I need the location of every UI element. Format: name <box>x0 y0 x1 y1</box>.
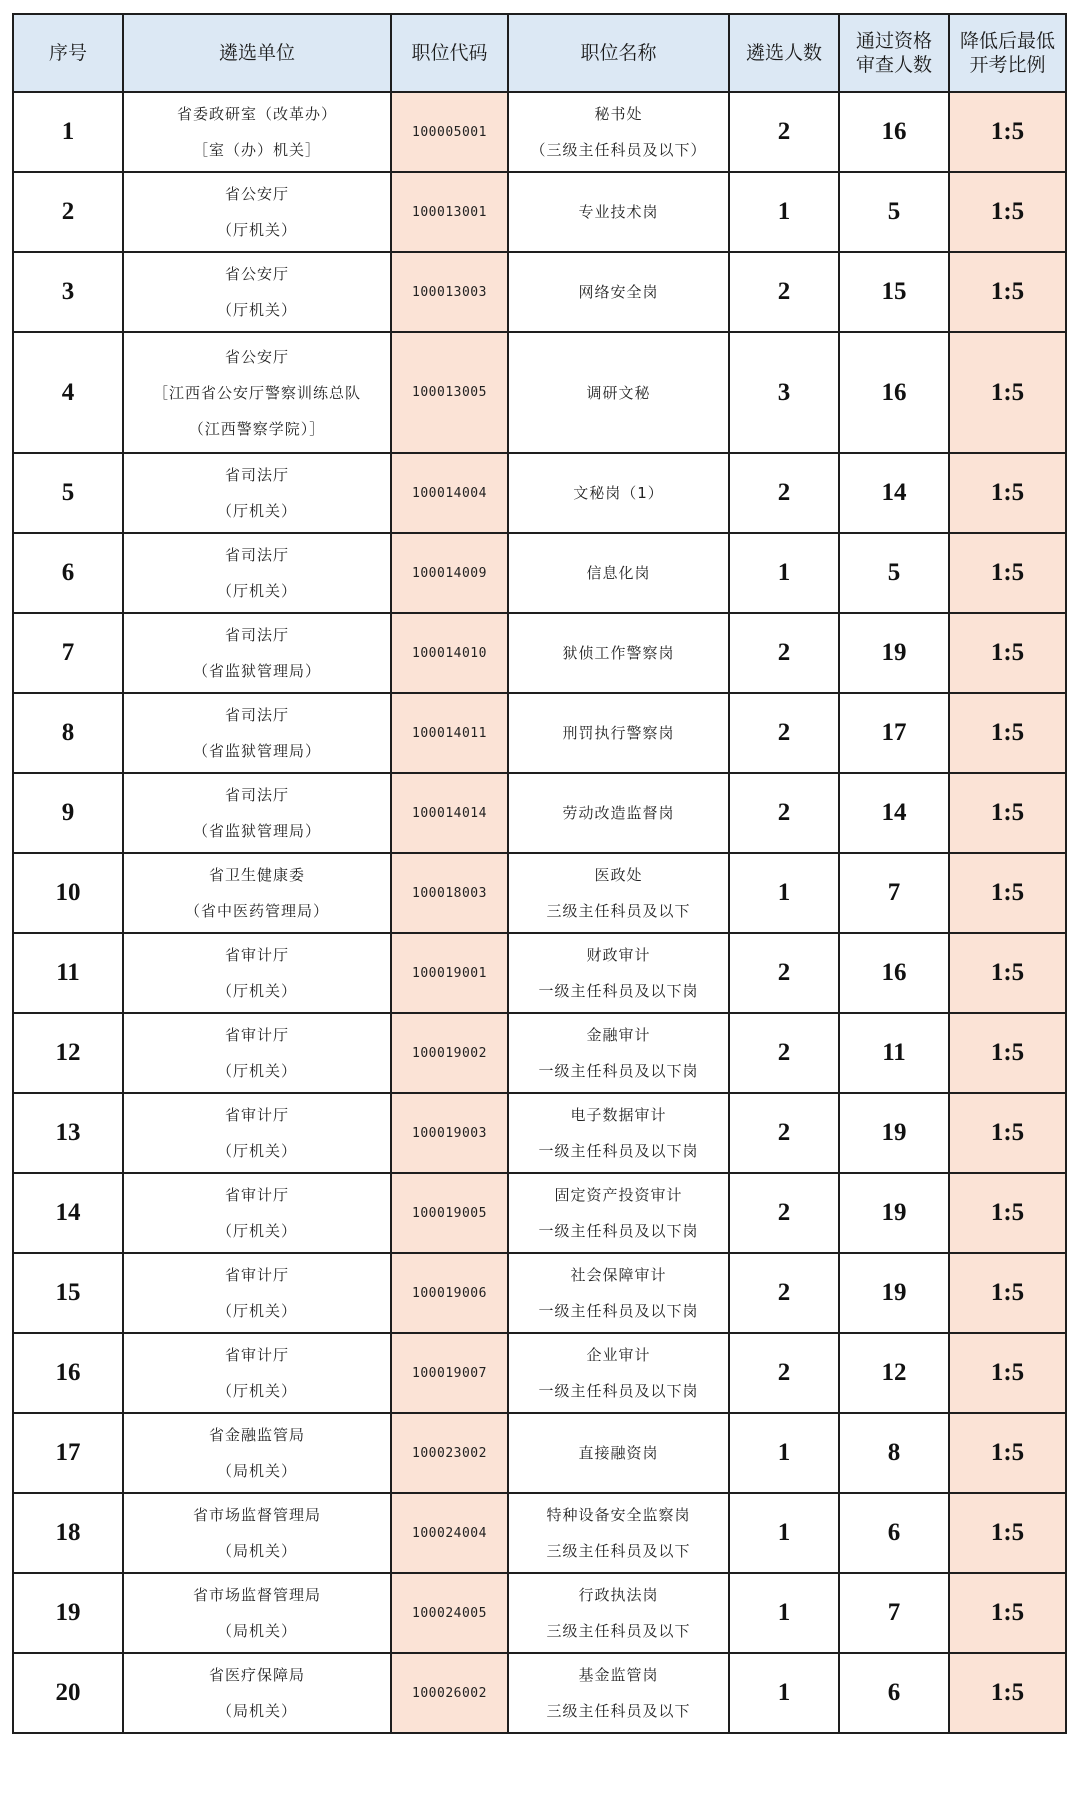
table-row <box>13 332 1066 453</box>
cell-position-name-line: 特种设备安全监察岗 <box>546 1506 691 1524</box>
cell-unit-line: （厅机关） <box>216 502 297 520</box>
cell-passed-review: 19 <box>839 1093 949 1173</box>
table-body <box>13 92 1066 1733</box>
cell-position-code: 100005001 <box>391 92 508 172</box>
cell-unit-line: （江西警察学院）］ <box>188 419 326 438</box>
table-row <box>13 1093 1066 1173</box>
cell-quota: 2 <box>729 252 839 332</box>
cell-min-ratio: 1:5 <box>949 853 1066 933</box>
cell-position-code: 100024004 <box>391 1493 508 1573</box>
cell-seq: 1 <box>13 92 123 172</box>
cell-unit <box>123 252 391 332</box>
header-passed-line2: 审查人数 <box>855 54 932 76</box>
cell-unit <box>123 773 391 853</box>
cell-passed-review: 17 <box>839 693 949 773</box>
cell-position-name-line: 固定资产投资审计 <box>554 1186 683 1204</box>
cell-unit <box>123 1653 391 1733</box>
cell-unit-line: 省公安厅 <box>224 265 289 283</box>
table-row <box>13 773 1066 853</box>
cell-quota: 2 <box>729 1173 839 1253</box>
cell-seq: 8 <box>13 693 123 773</box>
header-ratio-line2: 开考比例 <box>969 54 1046 76</box>
cell-seq: 6 <box>13 533 123 613</box>
cell-seq: 17 <box>13 1413 123 1493</box>
cell-position-name-line: 三级主任科员及以下 <box>546 1542 691 1560</box>
cell-position-name <box>508 1573 729 1653</box>
cell-passed-review: 5 <box>839 533 949 613</box>
cell-unit <box>123 172 391 252</box>
cell-position-code: 100019002 <box>391 1013 508 1093</box>
cell-unit-line: （厅机关） <box>216 1142 297 1160</box>
cell-unit-line: 省司法厅 <box>224 626 289 644</box>
cell-position-name-line: 金融审计 <box>586 1026 651 1044</box>
table-row <box>13 1333 1066 1413</box>
cell-quota: 1 <box>729 1653 839 1733</box>
cell-position-code: 100014010 <box>391 613 508 693</box>
table-row <box>13 1413 1066 1493</box>
cell-unit-line: 省公安厅 <box>224 347 289 366</box>
cell-unit-line: 省司法厅 <box>224 546 289 564</box>
table-row <box>13 252 1066 332</box>
cell-position-code: 100013003 <box>391 252 508 332</box>
cell-position-name-line: 社会保障审计 <box>570 1266 667 1284</box>
cell-unit-line: 省委政研室（改革办） <box>176 105 337 123</box>
cell-min-ratio: 1:5 <box>949 172 1066 252</box>
cell-position-name-line: 一级主任科员及以下岗 <box>538 1302 699 1320</box>
cell-quota: 2 <box>729 613 839 693</box>
cell-unit-line: 省审计厅 <box>224 1186 289 1204</box>
cell-quota: 3 <box>729 332 839 453</box>
cell-position-name-line: 医政处 <box>594 866 643 884</box>
cell-min-ratio: 1:5 <box>949 332 1066 453</box>
cell-passed-review: 19 <box>839 613 949 693</box>
cell-unit-line: 省司法厅 <box>224 466 289 484</box>
cell-position-code: 100019005 <box>391 1173 508 1253</box>
cell-quota: 1 <box>729 1573 839 1653</box>
cell-position-code: 100014009 <box>391 533 508 613</box>
cell-unit-line: 省司法厅 <box>224 786 289 804</box>
cell-unit <box>123 853 391 933</box>
cell-position-code: 100014004 <box>391 453 508 533</box>
cell-quota: 2 <box>729 1013 839 1093</box>
cell-passed-review: 19 <box>839 1253 949 1333</box>
cell-min-ratio: 1:5 <box>949 1253 1066 1333</box>
cell-min-ratio: 1:5 <box>949 773 1066 853</box>
cell-position-name-line: 一级主任科员及以下岗 <box>538 1062 699 1080</box>
table-row <box>13 1493 1066 1573</box>
cell-position-name-line: 专业技术岗 <box>578 203 659 221</box>
header-seq: 序号 <box>13 14 123 92</box>
cell-position-code: 100014011 <box>391 693 508 773</box>
cell-position-name <box>508 332 729 453</box>
header-passed-line1: 通过资格 <box>855 30 932 52</box>
cell-position-code: 100026002 <box>391 1653 508 1733</box>
selection-table <box>12 13 1067 1734</box>
cell-passed-review: 7 <box>839 853 949 933</box>
table-header-row <box>13 14 1066 92</box>
cell-min-ratio: 1:5 <box>949 1093 1066 1173</box>
cell-seq: 11 <box>13 933 123 1013</box>
cell-position-code: 100023002 <box>391 1413 508 1493</box>
cell-position-name <box>508 1253 729 1333</box>
cell-position-name <box>508 1173 729 1253</box>
cell-position-name <box>508 853 729 933</box>
cell-position-name <box>508 613 729 693</box>
cell-position-name <box>508 172 729 252</box>
cell-position-name-line: 狱侦工作警察岗 <box>562 644 675 662</box>
cell-unit <box>123 332 391 453</box>
cell-min-ratio: 1:5 <box>949 533 1066 613</box>
cell-quota: 2 <box>729 1333 839 1413</box>
cell-min-ratio: 1:5 <box>949 1493 1066 1573</box>
cell-quota: 2 <box>729 453 839 533</box>
cell-unit-line: 省司法厅 <box>224 706 289 724</box>
cell-position-name-line: 文秘岗（1） <box>573 484 664 502</box>
cell-unit <box>123 1573 391 1653</box>
cell-unit-line: 省审计厅 <box>224 1026 289 1044</box>
cell-seq: 13 <box>13 1093 123 1173</box>
header-unit: 遴选单位 <box>123 14 391 92</box>
cell-unit <box>123 1173 391 1253</box>
cell-unit-line: 省市场监督管理局 <box>192 1586 321 1604</box>
cell-seq: 9 <box>13 773 123 853</box>
header-quota: 遴选人数 <box>729 14 839 92</box>
table-row <box>13 92 1066 172</box>
cell-min-ratio: 1:5 <box>949 1333 1066 1413</box>
cell-min-ratio: 1:5 <box>949 252 1066 332</box>
header-code: 职位代码 <box>391 14 508 92</box>
cell-seq: 2 <box>13 172 123 252</box>
cell-position-code: 100019003 <box>391 1093 508 1173</box>
table-row <box>13 1173 1066 1253</box>
cell-min-ratio: 1:5 <box>949 1013 1066 1093</box>
cell-position-name <box>508 92 729 172</box>
cell-position-name-line: 刑罚执行警察岗 <box>562 724 675 742</box>
cell-unit <box>123 613 391 693</box>
cell-unit-line: （厅机关） <box>216 1222 297 1240</box>
cell-position-name-line: 一级主任科员及以下岗 <box>538 1222 699 1240</box>
cell-min-ratio: 1:5 <box>949 613 1066 693</box>
cell-passed-review: 19 <box>839 1173 949 1253</box>
cell-passed-review: 5 <box>839 172 949 252</box>
header-min-ratio <box>949 14 1066 92</box>
cell-unit-line: （厅机关） <box>216 582 297 600</box>
cell-position-name-line: 一级主任科员及以下岗 <box>538 1382 699 1400</box>
cell-seq: 15 <box>13 1253 123 1333</box>
cell-passed-review: 6 <box>839 1493 949 1573</box>
cell-position-name <box>508 1093 729 1173</box>
cell-quota: 2 <box>729 1253 839 1333</box>
cell-seq: 19 <box>13 1573 123 1653</box>
cell-seq: 14 <box>13 1173 123 1253</box>
cell-unit-line: 省审计厅 <box>224 946 289 964</box>
cell-unit-line: 省审计厅 <box>224 1346 289 1364</box>
cell-position-code: 100013001 <box>391 172 508 252</box>
table-row <box>13 172 1066 252</box>
cell-unit-line: （省中医药管理局） <box>184 902 329 920</box>
cell-position-code: 100019006 <box>391 1253 508 1333</box>
cell-seq: 16 <box>13 1333 123 1413</box>
cell-position-name-line: 直接融资岗 <box>578 1444 659 1462</box>
cell-unit-line: 省审计厅 <box>224 1106 289 1124</box>
cell-unit <box>123 453 391 533</box>
cell-seq: 5 <box>13 453 123 533</box>
cell-position-name-line: 调研文秘 <box>586 383 651 402</box>
cell-seq: 10 <box>13 853 123 933</box>
cell-position-name-line: 劳动改造监督岗 <box>562 804 675 822</box>
cell-position-name-line: 三级主任科员及以下 <box>546 1702 691 1720</box>
cell-unit-line: （省监狱管理局） <box>192 822 321 840</box>
cell-position-name-line: 一级主任科员及以下岗 <box>538 982 699 1000</box>
cell-min-ratio: 1:5 <box>949 1653 1066 1733</box>
cell-quota: 2 <box>729 933 839 1013</box>
cell-quota: 1 <box>729 853 839 933</box>
cell-position-name-line: 三级主任科员及以下 <box>546 902 691 920</box>
cell-passed-review: 15 <box>839 252 949 332</box>
cell-min-ratio: 1:5 <box>949 1573 1066 1653</box>
cell-min-ratio: 1:5 <box>949 1413 1066 1493</box>
cell-position-code: 100019001 <box>391 933 508 1013</box>
cell-unit-line: （局机关） <box>216 1462 297 1480</box>
cell-position-name-line: 三级主任科员及以下 <box>546 1622 691 1640</box>
cell-unit-line: （厅机关） <box>216 221 297 239</box>
cell-position-code: 100019007 <box>391 1333 508 1413</box>
table-row <box>13 933 1066 1013</box>
cell-unit <box>123 92 391 172</box>
header-position: 职位名称 <box>508 14 729 92</box>
table-row <box>13 613 1066 693</box>
cell-unit-line: 省审计厅 <box>224 1266 289 1284</box>
cell-position-name <box>508 773 729 853</box>
cell-position-name-line: 一级主任科员及以下岗 <box>538 1142 699 1160</box>
cell-passed-review: 16 <box>839 332 949 453</box>
cell-position-code: 100013005 <box>391 332 508 453</box>
cell-seq: 18 <box>13 1493 123 1573</box>
cell-quota: 1 <box>729 1413 839 1493</box>
table-row <box>13 693 1066 773</box>
cell-unit-line: 省卫生健康委 <box>208 866 305 884</box>
header-ratio-line1: 降低后最低 <box>959 30 1055 52</box>
cell-quota: 2 <box>729 773 839 853</box>
cell-position-name <box>508 693 729 773</box>
cell-unit-line: （省监狱管理局） <box>192 662 321 680</box>
cell-quota: 2 <box>729 693 839 773</box>
cell-unit-line: （局机关） <box>216 1542 297 1560</box>
cell-position-name-line: 行政执法岗 <box>578 1586 659 1604</box>
cell-unit-line: ［江西省公安厅警察训练总队 <box>152 383 361 402</box>
cell-unit-line: （省监狱管理局） <box>192 742 321 760</box>
cell-unit-line: （厅机关） <box>216 1382 297 1400</box>
cell-unit-line: 省金融监管局 <box>208 1426 305 1444</box>
cell-unit <box>123 1413 391 1493</box>
cell-position-name <box>508 933 729 1013</box>
table-row <box>13 853 1066 933</box>
cell-quota: 1 <box>729 1493 839 1573</box>
cell-position-name-line: 网络安全岗 <box>578 283 659 301</box>
cell-unit-line: 省医疗保障局 <box>208 1666 305 1684</box>
cell-quota: 2 <box>729 92 839 172</box>
cell-seq: 20 <box>13 1653 123 1733</box>
cell-unit-line: （局机关） <box>216 1622 297 1640</box>
cell-quota: 1 <box>729 533 839 613</box>
cell-quota: 1 <box>729 172 839 252</box>
cell-position-name <box>508 453 729 533</box>
cell-passed-review: 6 <box>839 1653 949 1733</box>
cell-min-ratio: 1:5 <box>949 92 1066 172</box>
cell-unit-line: （厅机关） <box>216 1062 297 1080</box>
cell-passed-review: 14 <box>839 773 949 853</box>
cell-min-ratio: 1:5 <box>949 1173 1066 1253</box>
cell-position-name <box>508 533 729 613</box>
cell-unit-line: （局机关） <box>216 1702 297 1720</box>
cell-unit-line: 省市场监督管理局 <box>192 1506 321 1524</box>
cell-position-name <box>508 1013 729 1093</box>
cell-passed-review: 16 <box>839 933 949 1013</box>
header-passed-review <box>839 14 949 92</box>
cell-position-name-line: 基金监管岗 <box>578 1666 659 1684</box>
cell-unit <box>123 693 391 773</box>
cell-min-ratio: 1:5 <box>949 453 1066 533</box>
cell-passed-review: 14 <box>839 453 949 533</box>
cell-position-name-line: 电子数据审计 <box>570 1106 667 1124</box>
cell-position-name <box>508 1333 729 1413</box>
cell-unit-line: （厅机关） <box>216 982 297 1000</box>
cell-position-name-line: 秘书处 <box>594 105 643 123</box>
cell-position-name <box>508 1653 729 1733</box>
cell-unit-line: （厅机关） <box>216 301 297 319</box>
cell-quota: 2 <box>729 1093 839 1173</box>
table-row <box>13 1573 1066 1653</box>
cell-passed-review: 8 <box>839 1413 949 1493</box>
table-row <box>13 1013 1066 1093</box>
cell-unit-line: ［室（办）机关］ <box>192 141 321 159</box>
cell-position-name-line: 企业审计 <box>586 1346 651 1364</box>
cell-passed-review: 12 <box>839 1333 949 1413</box>
cell-position-name <box>508 1413 729 1493</box>
cell-unit-line: （厅机关） <box>216 1302 297 1320</box>
table-row <box>13 1653 1066 1733</box>
cell-position-code: 100014014 <box>391 773 508 853</box>
cell-position-code: 100018003 <box>391 853 508 933</box>
cell-position-name-line: 信息化岗 <box>586 564 651 582</box>
cell-unit-line: 省公安厅 <box>224 185 289 203</box>
cell-seq: 3 <box>13 252 123 332</box>
cell-position-code: 100024005 <box>391 1573 508 1653</box>
cell-unit <box>123 1093 391 1173</box>
table-row <box>13 453 1066 533</box>
cell-unit <box>123 1013 391 1093</box>
cell-position-name-line: （三级主任科员及以下） <box>530 141 707 159</box>
cell-min-ratio: 1:5 <box>949 693 1066 773</box>
cell-position-name <box>508 1493 729 1573</box>
cell-seq: 4 <box>13 332 123 453</box>
cell-min-ratio: 1:5 <box>949 933 1066 1013</box>
cell-seq: 7 <box>13 613 123 693</box>
cell-unit <box>123 1253 391 1333</box>
cell-passed-review: 11 <box>839 1013 949 1093</box>
cell-unit <box>123 1333 391 1413</box>
cell-unit <box>123 533 391 613</box>
table-row <box>13 1253 1066 1333</box>
table-row <box>13 533 1066 613</box>
cell-seq: 12 <box>13 1013 123 1093</box>
cell-unit <box>123 933 391 1013</box>
cell-position-name <box>508 252 729 332</box>
cell-position-name-line: 财政审计 <box>586 946 651 964</box>
cell-passed-review: 16 <box>839 92 949 172</box>
cell-passed-review: 7 <box>839 1573 949 1653</box>
cell-unit <box>123 1493 391 1573</box>
